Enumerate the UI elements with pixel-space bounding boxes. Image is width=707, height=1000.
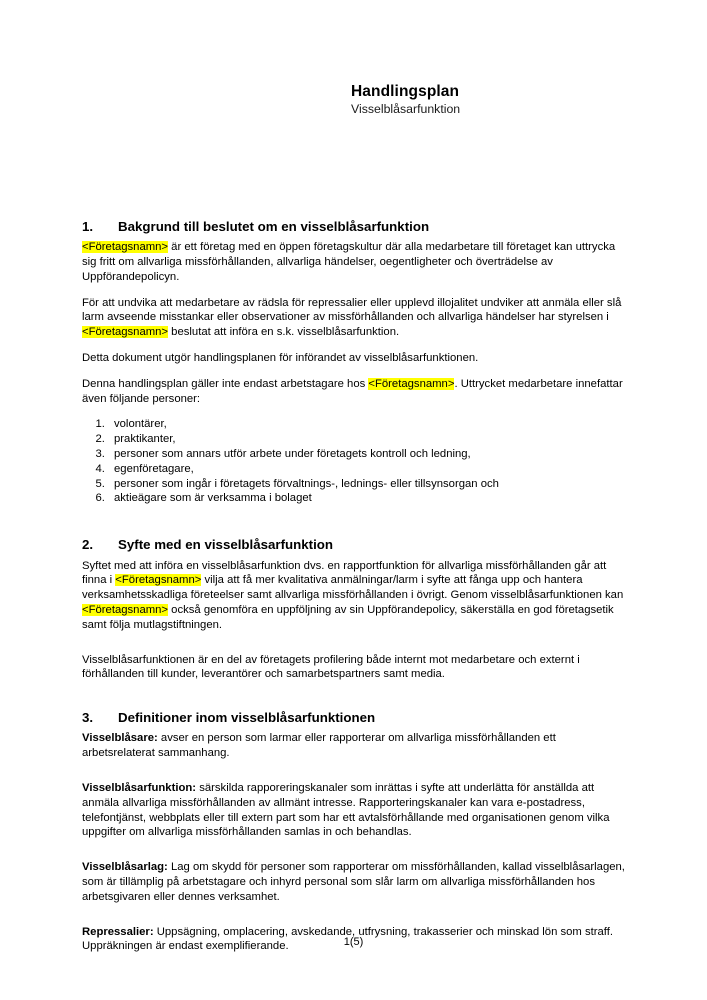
section-heading-2	[82, 536, 627, 553]
page-title: Handlingsplan	[351, 83, 460, 100]
company-name-placeholder: <Företagsnamn>	[82, 326, 169, 339]
document-title-block	[351, 82, 651, 118]
company-name-placeholder: <Företagsnamn>	[368, 377, 455, 390]
section-number-2: 2.	[82, 537, 94, 553]
page-number: 1(5)	[343, 936, 364, 948]
definition-body: avser en person som larmar eller rapporterar om allvarliga missförhållanden ett arbetsrelaterat sammanhang.	[82, 732, 556, 760]
section1-paragraph-4-part-b: . Uttrycket medarbetare innefattar även följande personer:	[82, 377, 623, 405]
paragraph-spacer	[82, 916, 627, 925]
definition-term: Visselblåsarlag:	[82, 861, 168, 874]
section1-paragraph-4	[82, 377, 627, 407]
section-heading-3	[82, 709, 627, 726]
definition-term: Visselblåsarfunktion:	[82, 781, 197, 794]
paragraph-spacer	[82, 772, 627, 781]
section1-paragraph-2-part-b: beslutat att införa en s.k. visselblåsarfunktion.	[168, 326, 400, 339]
definition-body: Uppsägning, omplacering, avskedande, utfrysning, trakasserier och minskad lön som straff. Uppräkningen är endast exemplifierande.	[82, 925, 614, 953]
paragraph-spacer	[82, 644, 627, 653]
company-name-placeholder: <Företagsnamn>	[82, 603, 169, 616]
definition-term: Visselblåsare:	[82, 732, 158, 745]
section2-paragraph-1-part-b: vilja att få mer kvalitativa anmälningar/larm i syfte att fånga upp och hantera verksamhetsskadliga företeelser samt allvarliga missförhållanden i övrigt. Genom visselblåsarfunktionen kan	[82, 574, 624, 602]
paragraph-spacer	[82, 851, 627, 860]
list-item: 1. volontärer,	[108, 417, 627, 432]
section1-paragraph-2	[82, 296, 627, 340]
definition-visselblasarlag	[82, 860, 627, 904]
page-footer	[0, 936, 707, 948]
section2-paragraph-1-part-c: också genomföra en uppföljning av sin Uppförandepolicy, säkerställa en god företagsetik samt följa mutlagstiftningen.	[82, 603, 614, 631]
list-item: 3. personer som annars utför arbete under företagets kontroll och ledning,	[108, 447, 627, 462]
document-body	[82, 218, 627, 954]
section-number-1: 1.	[82, 219, 94, 234]
section2-paragraph-1-part-a: Syftet med att införa en visselblåsarfunktion dvs. en rapportfunktion för allvarliga missförhållanden går att finna i	[82, 559, 607, 587]
section-title-2: Syfte med en visselblåsarfunktion	[118, 537, 334, 553]
list-item: 4. egenföretagare,	[108, 462, 627, 477]
section1-paragraph-1	[82, 240, 627, 284]
section-number-3: 3.	[82, 710, 94, 726]
section-spacer	[82, 506, 627, 536]
section1-paragraph-3: Detta dokument utgör handlingsplanen för införandet av visselblåsarfunktionen.	[82, 352, 479, 365]
company-name-placeholder: <Företagsnamn>	[82, 241, 169, 254]
list-item: 2. praktikanter,	[108, 432, 627, 447]
definition-visselblasare	[82, 731, 627, 761]
section2-paragraph-1	[82, 559, 627, 633]
covered-persons-list	[82, 417, 627, 506]
section2-paragraph-2: Visselblåsarfunktionen är en del av företagets profilering både internt mot medarbetare och externt i förhållanden till kunder, leverantörer och samarbetspartners samt media.	[82, 653, 580, 681]
section1-paragraph-1-text: är ett företag med en öppen företagskultur där alla medarbetare till företaget kan uttrycka sig fritt om allvarliga missförhållanden, allvarliga händelser, oegentligheter och överträdelse av Uppförandepolicyn.	[82, 241, 616, 283]
section-title-1: Bakgrund till beslutet om en visselblåsarfunktion	[118, 219, 430, 234]
definition-visselblasarfunktion	[82, 781, 627, 840]
definition-term: Repressalier:	[82, 925, 154, 938]
company-name-placeholder: <Företagsnamn>	[115, 574, 202, 587]
page-subtitle: Visselblåsarfunktion	[351, 102, 461, 117]
list-item: 6. aktieägare som är verksamma i bolaget	[108, 491, 627, 506]
section1-paragraph-2-part-a: För att undvika att medarbetare av rädsla för repressalier eller upplevd illojalitet undviker att anmäla eller slå larm avseende misstankar eller observationer av missförhållanden och allvarliga händelser har styrelsen i	[82, 296, 622, 324]
section1-paragraph-4-part-a: Denna handlingsplan gäller inte endast arbetstagare hos	[82, 377, 369, 390]
definition-body: Lag om skydd för personer som rapporterar om missförhållanden, kallad visselblåsarlagen, som är tillämplig på arbetstagare och inhyrd personal som slår larm om allvarliga missförhållanden hos arbetsgivaren eller dennes verksamhet.	[82, 861, 625, 903]
section-spacer	[82, 693, 627, 709]
section-heading-1	[82, 218, 627, 235]
list-item: 5. personer som ingår i företagets förvaltnings-, lednings- eller tillsynsorgan och	[108, 477, 627, 492]
definition-body: särskilda rapporeringskanaler som inrättas i syfte att underlätta för anställda att anmäla allvarliga missförhållanden av allmänt intresse. Rapporteringskanaler kan vara e-postadress, telefontjänst, webbplats eller till extern part som har ett avtalsförhållande med organisationen genom vilka uppgifter om allvarliga missförhållanden samlas in och behandlas.	[82, 781, 610, 839]
section-title-3: Definitioner inom visselblåsarfunktionen	[118, 710, 376, 726]
